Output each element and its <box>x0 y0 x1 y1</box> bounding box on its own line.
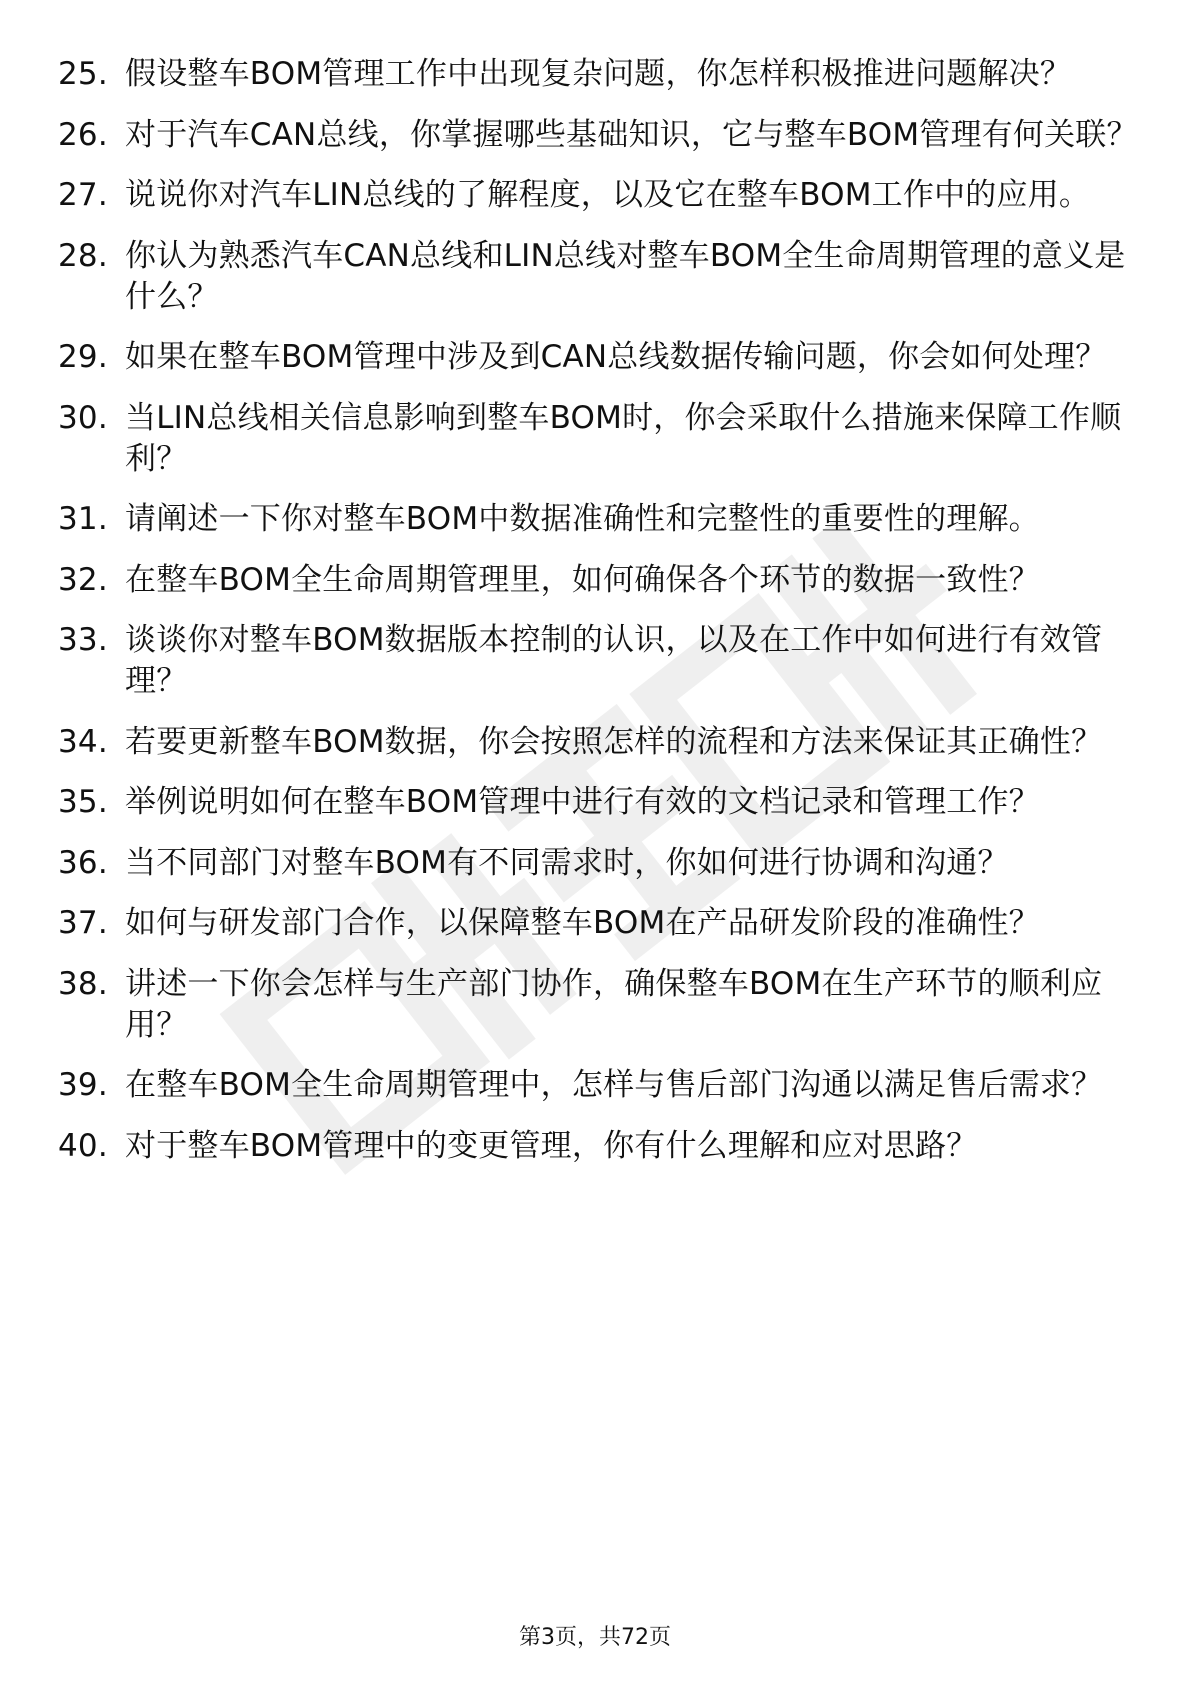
question-list <box>58 54 1138 1186</box>
question-item <box>58 964 1138 1046</box>
question-item <box>58 115 1138 156</box>
question-item <box>58 722 1138 763</box>
question-item <box>58 499 1138 540</box>
question-text: 你认为熟悉汽车CAN总线和LIN总线对整车BOM全生命周期管理的意义是什么？ <box>125 237 1126 315</box>
question-text: 当不同部门对整车BOM有不同需求时，你如何进行协调和沟通？ <box>125 844 1009 881</box>
question-item <box>58 1065 1138 1106</box>
question-number: 34. <box>58 723 108 760</box>
question-item <box>58 337 1138 378</box>
question-number: 28. <box>58 237 108 274</box>
question-text: 谈谈你对整车BOM数据版本控制的认识，以及在工作中如何进行有效管理？ <box>125 622 1103 699</box>
question-item <box>58 560 1138 601</box>
question-text: 对于汽车CAN总线，你掌握哪些基础知识，它与整车BOM管理有何关联？ <box>125 116 1138 153</box>
question-item <box>58 54 1138 95</box>
question-text: 如何与研发部门合作，以保障整车BOM在产品研发阶段的准确性？ <box>125 905 1040 941</box>
question-text: 对于整车BOM管理中的变更管理，你有什么理解和应对思路？ <box>125 1127 978 1164</box>
question-number: 38. <box>58 965 108 1002</box>
question-number: 25. <box>58 56 108 92</box>
question-text: 如果在整车BOM管理中涉及到CAN总线数据传输问题，你会如何处理？ <box>125 339 1107 375</box>
question-text: 举例说明如何在整车BOM管理中进行有效的文档记录和管理工作？ <box>125 784 1040 820</box>
question-number: 40. <box>58 1127 108 1164</box>
question-number: 36. <box>58 844 108 881</box>
question-number: 31. <box>58 501 108 537</box>
question-item <box>58 620 1138 702</box>
question-number: 30. <box>58 399 108 436</box>
question-number: 39. <box>58 1067 108 1103</box>
question-number: 27. <box>58 177 108 213</box>
question-text: 讲述一下你会怎样与生产部门协作，确保整车BOM在生产环节的顺利应用？ <box>125 965 1103 1043</box>
question-number: 33. <box>58 622 108 658</box>
question-number: 26. <box>58 116 108 153</box>
question-number: 37. <box>58 905 108 941</box>
question-number: 35. <box>58 784 108 820</box>
question-number: 29. <box>58 339 108 375</box>
question-item <box>58 236 1138 318</box>
question-item <box>58 1126 1138 1167</box>
question-item <box>58 398 1138 480</box>
question-text: 若要更新整车BOM数据，你会按照怎样的流程和方法来保证其正确性？ <box>125 723 1103 760</box>
question-number: 32. <box>58 561 108 598</box>
question-text: 在整车BOM全生命周期管理中，怎样与售后部门沟通以满足售后需求？ <box>125 1067 1103 1103</box>
question-text: 说说你对汽车LIN总线的了解程度，以及它在整车BOM工作中的应用。 <box>125 177 1091 213</box>
question-item <box>58 843 1138 884</box>
question-item <box>58 903 1138 944</box>
question-text: 当LIN总线相关信息影响到整车BOM时，你会采取什么措施来保障工作顺利？ <box>125 399 1122 477</box>
question-text: 请阐述一下你对整车BOM中数据准确性和完整性的重要性的理解。 <box>125 501 1040 537</box>
question-text: 在整车BOM全生命周期管理里，如何确保各个环节的数据一致性？ <box>125 561 1040 598</box>
page-number-footer: 第3页，共72页 <box>519 1625 671 1650</box>
question-item <box>58 175 1138 216</box>
question-item <box>58 782 1138 823</box>
question-text: 假设整车BOM管理工作中出现复杂问题，你怎样积极推进问题解决？ <box>125 56 1072 92</box>
